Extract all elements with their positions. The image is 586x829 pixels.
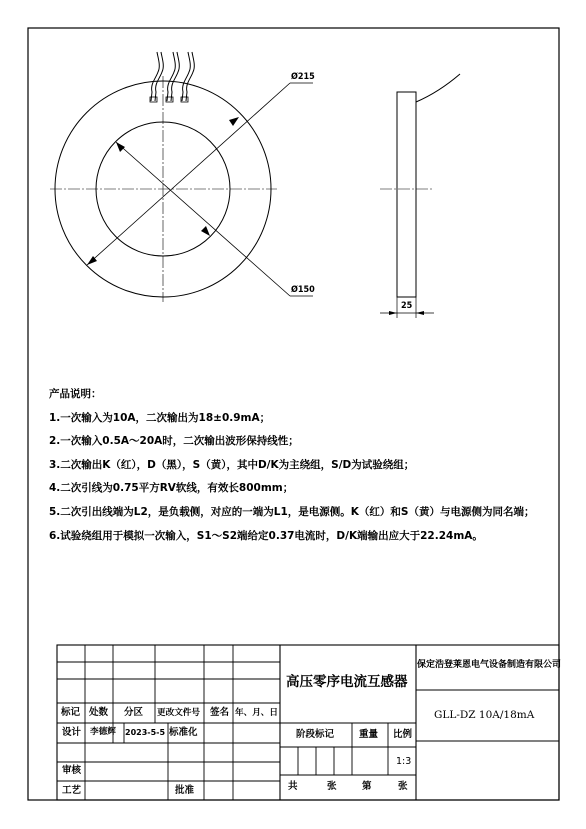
scale-value: 1:3 [396,756,412,767]
arrowhead [229,117,239,126]
side-body [397,92,416,297]
front-view [50,52,313,302]
arrowhead [201,226,210,236]
review-label: 审核 [62,765,82,776]
designer-name: 李德辉 [90,727,116,737]
side-lead-wire [416,74,460,102]
header-change-doc: 更改文件号 [157,708,200,718]
stage-mark-label: 阶段标记 [296,729,335,740]
sheets-unit-2: 张 [398,781,408,792]
weight-label: 重量 [359,729,379,740]
note-item: 2.一次输入0.5A～20A时，二次输出波形保持线性； [49,435,299,448]
lead-wire [151,52,159,101]
standardize-label: 标准化 [169,727,198,738]
dim-label-inner-diameter: Ø150 [291,285,315,295]
header-sign: 签名 [210,707,230,718]
note-item: 4.二次引线为0.75平方RV软线，有效长800mm； [49,482,294,495]
lead-wire [167,52,175,101]
product-name: 高压零序电流互感器 [286,674,408,690]
scale-label: 比例 [393,729,413,740]
lead-wire [182,52,190,101]
company-name: 保定浩登莱恩电气设备制造有限公司 [417,660,562,670]
note-item: 1.一次输入为10A，二次输出为18±0.9mA； [49,411,271,424]
side-view [380,74,460,318]
note-item: 6.试验绕组用于模拟一次输入，S1～S2端给定0.37电流时，D/K端输出应大于22.24mA。 [49,529,483,542]
header-zone: 分区 [124,707,144,718]
sheets-total-label: 共 [288,781,298,792]
design-date: 2023-5-5 [125,728,166,737]
dim-label-thickness: 25 [401,301,413,311]
note-item: 5.二次引出线端为L2，是负载侧，对应的一端为L1，是电源侧。K（红）和S（黄）与电源侧为同名端； [49,505,535,518]
dim-label-outer-diameter: Ø215 [291,72,315,82]
sheets-unit-1: 张 [327,781,337,792]
dim-leader-inner [116,142,290,296]
notes-title: 产品说明： [49,388,102,400]
process-label: 工艺 [62,785,82,796]
model-number: GLL-DZ 10A/18mA [434,709,535,721]
header-date: 年、月、日 [235,708,278,718]
note-item: 3.二次输出K（红），D（黑），S（黄），其中D/K为主绕组，S/D为试验绕组； [49,458,415,471]
header-count: 处数 [89,707,109,718]
design-label: 设计 [62,727,82,738]
header-mark: 标记 [61,707,81,718]
product-notes [49,383,535,548]
arrowhead [416,311,424,315]
arrowhead [389,311,397,315]
sheet-no-label: 第 [362,781,372,792]
approve-label: 批准 [175,785,195,796]
arrowhead [116,142,125,152]
